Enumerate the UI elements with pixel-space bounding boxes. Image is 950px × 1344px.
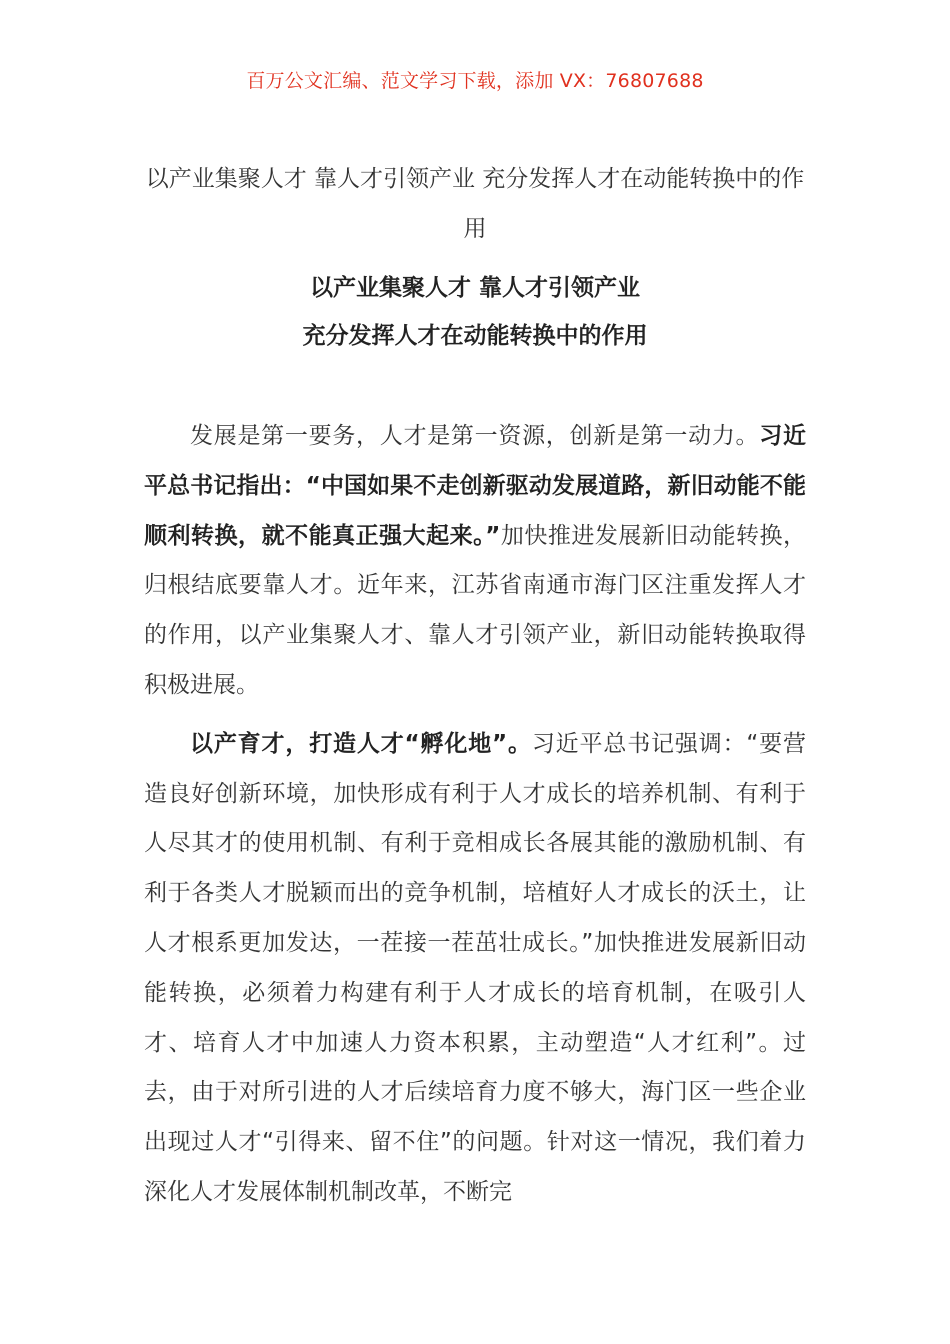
paragraph-2 bbox=[144, 720, 806, 1218]
paragraph-2-body: 习近平总书记强调：“要营造良好创新环境，加快形成有利于人才成长的培养机制、有利于人尽其才的使用机制、有利于竞相成长各展其能的激励机制、有利于各类人才脱颖而出的竞争机制，培植好人才成长的沃土，让人才根系更加发达，一茬接一茬茁壮成长。”加快推进发展新旧动能转换，必须着力构建有利于人才成长的培育机制，在吸引人才、培育人才中加速人力资本积累，主动塑造“人才红利”。过去，由于对所引进的人才后续培育力度不够大，海门区一些企业出现过人才“引得来、留不住”的问题。针对这一情况，我们着力深化人才发展体制机制改革，不断完 bbox=[144, 730, 807, 1205]
headline-line-2: 充分发挥人才在动能转换中的作用 bbox=[302, 323, 648, 349]
paragraph-1-body: 加快推进发展新旧动能转换，归根结底要靠人才。近年来，江苏省南通市海门区注重发挥人才的作用，以产业集聚人才、靠人才引领产业，新旧动能转换取得积极进展。 bbox=[144, 522, 807, 698]
paragraph-2-heading: 以产育才，打造人才“孵化地”。 bbox=[190, 730, 532, 757]
header-note: 百万公文汇编、范文学习下载，添加 VX：76807688 bbox=[246, 70, 704, 92]
article-body bbox=[144, 412, 806, 1218]
paragraph-1 bbox=[144, 412, 806, 711]
document-title: 以产业集聚人才 靠人才引领产业 充分发挥人才在动能转换中的作用 bbox=[145, 166, 805, 242]
headline-line-1: 以产业集聚人才 靠人才引领产业 bbox=[309, 275, 640, 301]
paragraph-1-intro: 发展是第一要务，人才是第一资源，创新是第一动力。 bbox=[190, 423, 760, 449]
paragraph-1-quote: 习近平总书记指出：“中国如果不走创新驱动发展道路，新旧动能不能顺利转换，就不能真正强大起来。” bbox=[144, 423, 807, 549]
